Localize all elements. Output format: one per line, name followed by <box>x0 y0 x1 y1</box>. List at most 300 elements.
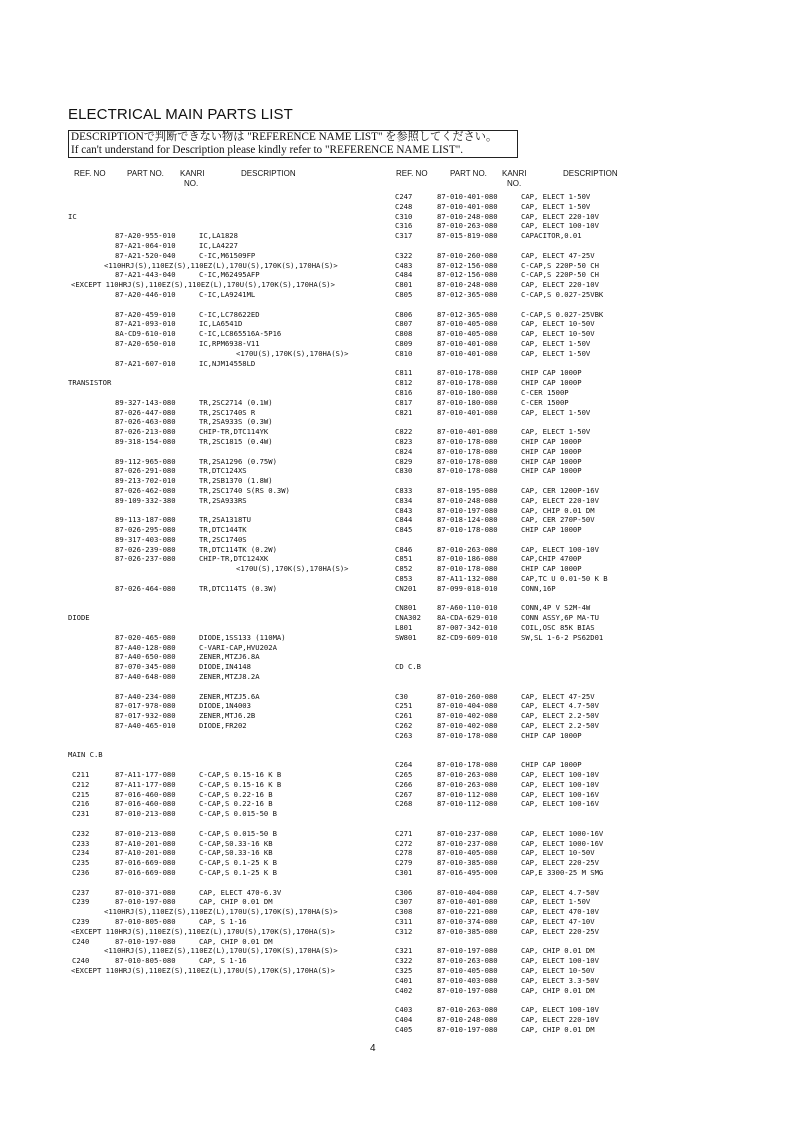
ref-no-cell: C216 <box>72 799 90 809</box>
parts-row <box>395 711 725 721</box>
part-no-cell: 87-010-374-080 <box>437 916 498 926</box>
description-cell: CAP, ELECT 100-10V <box>521 221 599 231</box>
description-cell: CHIP-TR,DTC114YK <box>199 427 269 437</box>
description-cell: IC,LA6541D <box>199 319 243 329</box>
ref-no-cell: C830 <box>395 466 413 476</box>
parts-row <box>395 310 725 320</box>
ref-no-cell: C852 <box>395 564 413 574</box>
part-no-cell: 87-010-405-080 <box>437 329 498 339</box>
parts-list-right-column <box>395 192 725 1035</box>
part-no-cell: 87-010-263-080 <box>437 779 498 789</box>
description-cell: C-CAP,S 0.15-16 K B <box>199 779 282 789</box>
spacer <box>395 417 725 427</box>
ref-no-cell: C262 <box>395 721 413 731</box>
ref-no-cell: C817 <box>395 397 413 407</box>
part-no-cell: 87-070-345-080 <box>115 662 176 672</box>
description-cell: CAP, CHIP 0.01 DM <box>521 946 595 956</box>
ref-no-cell: C233 <box>72 838 90 848</box>
part-no-cell: 87-010-385-080 <box>437 926 498 936</box>
parts-row <box>395 760 725 770</box>
page-number: 4 <box>370 1043 376 1054</box>
part-no-cell: 87-010-385-080 <box>437 858 498 868</box>
part-no-cell: 87-010-178-080 <box>437 466 498 476</box>
description-cell: C-IC,M62495AFP <box>199 270 260 280</box>
parts-row <box>395 976 725 986</box>
description-cell: CAP, ELECT 1-50V <box>521 407 591 417</box>
spacer <box>395 241 725 251</box>
description-cell: CHIP CAP 1000P <box>521 378 582 388</box>
description-cell: C-CAP,S0.33-16 KB <box>199 838 273 848</box>
ref-no-cell: C405 <box>395 1024 413 1034</box>
part-no-cell: 89-213-702-010 <box>115 476 176 486</box>
parts-row <box>68 251 378 261</box>
part-no-cell: 87-026-447-080 <box>115 407 176 417</box>
part-no-cell: 89-113-187-080 <box>115 515 176 525</box>
parts-row <box>68 270 378 280</box>
part-no-cell: 87-099-018-010 <box>437 583 498 593</box>
spacer <box>68 878 378 888</box>
parts-row <box>68 496 378 506</box>
ref-no-cell: C810 <box>395 348 413 358</box>
part-no-cell: 87-010-404-080 <box>437 701 498 711</box>
part-no-cell: 87-017-978-080 <box>115 701 176 711</box>
parts-row <box>68 956 378 966</box>
description-cell: CAP, ELECT 10-50V <box>521 329 595 339</box>
part-no-cell: 87-010-112-080 <box>437 789 498 799</box>
part-no-cell: 87-A21-093-010 <box>115 319 176 329</box>
section-heading-text: DIODE <box>68 613 90 623</box>
parts-row <box>395 202 725 212</box>
parts-row <box>395 839 725 849</box>
ref-no-cell: C268 <box>395 799 413 809</box>
description-cell: TR,DTC144TK <box>199 525 247 535</box>
description-cell: CAP, ELECT 4.7-50V <box>521 887 599 897</box>
ref-no-cell: C240 <box>72 936 90 946</box>
reference-note-box <box>68 130 518 158</box>
description-cell: CAPACITOR,0.01 <box>521 231 582 241</box>
parts-row <box>68 457 378 467</box>
description-cell: CAP, ELECT 1-50V <box>521 192 591 201</box>
parts-row <box>68 839 378 849</box>
parts-row <box>68 888 378 898</box>
parts-row <box>395 603 725 613</box>
spacer <box>395 682 725 692</box>
parts-row <box>395 770 725 780</box>
description-cell: CAP, ELECT 220-10V <box>521 1014 599 1024</box>
ref-no-cell: C834 <box>395 495 413 505</box>
parts-row <box>395 623 725 633</box>
description-cell: DIODE,FR202 <box>199 721 247 731</box>
part-no-cell: 87-010-405-080 <box>437 319 498 329</box>
header-kanri-no: NO. <box>184 179 199 188</box>
parts-row <box>395 868 725 878</box>
model-note <box>68 966 378 976</box>
part-no-cell: 89-109-332-380 <box>115 495 176 505</box>
part-no-cell: 87-010-401-080 <box>437 192 498 201</box>
description-cell: CAP, ELECT 3.3-50V <box>521 975 599 985</box>
description-cell: C-CAP,S 0.027-25VBK <box>521 289 604 299</box>
part-no-cell: 87-010-178-080 <box>437 730 498 740</box>
parts-row <box>68 398 378 408</box>
ref-no-cell: C232 <box>72 828 90 838</box>
ref-no-cell: CN201 <box>395 583 417 593</box>
description-cell: CHIP CAP 1000P <box>521 456 582 466</box>
ref-no-cell: C235 <box>72 858 90 868</box>
ref-no-cell: C846 <box>395 544 413 554</box>
spacer <box>395 819 725 829</box>
parts-row <box>395 721 725 731</box>
description-cell: CHIP CAP 1000P <box>521 730 582 740</box>
ref-no-cell: C322 <box>395 956 413 966</box>
parts-row <box>68 848 378 858</box>
part-no-cell: 87-026-213-080 <box>115 427 176 437</box>
part-no-cell: 87-010-197-080 <box>437 505 498 515</box>
description-cell: CAP, ELECT 1-50V <box>521 427 591 437</box>
model-note <box>68 907 378 917</box>
part-no-cell: 87-010-263-080 <box>437 221 498 231</box>
part-no-cell: 87-A20-446-010 <box>115 289 176 299</box>
parts-row <box>395 466 725 476</box>
description-cell: TR,2SC1740S R <box>199 407 256 417</box>
ref-no-cell: C805 <box>395 289 413 299</box>
description-cell: CAP, ELECT 2.2-50V <box>521 721 599 731</box>
parts-row <box>68 545 378 555</box>
parts-row <box>68 652 378 662</box>
description-cell: DIODE,IN4148 <box>199 662 251 672</box>
ref-no-cell: C265 <box>395 770 413 780</box>
parts-row <box>68 701 378 711</box>
parts-row <box>68 359 378 369</box>
description-cell: CAP, ELECT 100-10V <box>521 770 599 780</box>
parts-row <box>68 858 378 868</box>
description-cell: CAP, ELECT 1-50V <box>521 348 591 358</box>
part-no-cell: 87-010-180-080 <box>437 387 498 397</box>
description-cell: CAP, ELECT 10-50V <box>521 848 595 858</box>
description-cell: CAP, ELECT 220-25V <box>521 858 599 868</box>
part-no-cell: 87-010-178-080 <box>437 456 498 466</box>
parts-row <box>395 231 725 241</box>
ref-no-cell: C812 <box>395 378 413 388</box>
part-no-cell: 87-010-402-080 <box>437 711 498 721</box>
parts-row <box>395 515 725 525</box>
description-cell: C-CER 1500P <box>521 387 569 397</box>
parts-row <box>68 427 378 437</box>
description-cell: IC,LA1828 <box>199 231 238 241</box>
ref-no-cell: C401 <box>395 975 413 985</box>
parts-row <box>395 319 725 329</box>
ref-no-cell: C806 <box>395 309 413 319</box>
parts-row <box>68 809 378 819</box>
part-no-cell: 87-010-263-080 <box>437 956 498 966</box>
parts-row <box>395 692 725 702</box>
parts-row <box>395 701 725 711</box>
spacer <box>395 359 725 369</box>
part-no-cell: 8A-CD9-610-010 <box>115 329 176 339</box>
spacer <box>68 368 378 378</box>
ref-no-cell: C231 <box>72 809 90 819</box>
part-no-cell: 87-A20-459-010 <box>115 309 176 319</box>
part-no-cell: 87-010-213-080 <box>115 828 176 838</box>
spacer <box>68 741 378 751</box>
part-no-cell: 87-A11-177-080 <box>115 770 176 780</box>
ref-no-cell: C312 <box>395 926 413 936</box>
part-no-cell: 87-010-178-080 <box>437 760 498 770</box>
parts-row <box>68 897 378 907</box>
description-cell: CAP, ELECT 100-10V <box>521 544 599 554</box>
description-cell: DIODE,1SS133 (110MA) <box>199 632 286 642</box>
description-cell: CAP, ELECT 1000-16V <box>521 828 604 838</box>
description-cell: CAP, ELECT 10-50V <box>521 319 595 329</box>
header-kanri-no-right: NO. <box>507 179 522 188</box>
spacer <box>68 623 378 633</box>
ref-no-cell: C239 <box>72 897 90 907</box>
parts-row <box>395 368 725 378</box>
description-cell: CAP, CHIP 0.01 DM <box>199 897 273 907</box>
description-cell: C-CAP,S 0.15-16 K B <box>199 770 282 780</box>
description-cell: CAP, ELECT 220-10V <box>521 211 599 221</box>
part-no-cell: 87-017-932-080 <box>115 711 176 721</box>
description-cell: ZENER,MTZJ8.2A <box>199 672 260 682</box>
description-cell: CAP, ELECT 470-6.3V <box>199 887 282 897</box>
ref-no-cell: C215 <box>72 789 90 799</box>
spacer <box>395 741 725 751</box>
parts-row <box>395 731 725 741</box>
part-no-cell: 87-A21-443-040 <box>115 270 176 280</box>
description-cell: TR,2SC1815 (0.4W) <box>199 436 273 446</box>
ref-no-cell: C30 <box>395 691 408 701</box>
description-cell: CHIP CAP 1000P <box>521 466 582 476</box>
part-no-cell: 87-016-460-080 <box>115 789 176 799</box>
spacer <box>68 760 378 770</box>
parts-row <box>68 466 378 476</box>
model-note-text: <110HRJ(S),110EZ(S),110EZ(L),170U(S),170K(S),170HA(S)> <box>104 907 338 917</box>
description-cell: ZENER,MTZJ6.8A <box>199 652 260 662</box>
description-cell: TR,DTC114TS (0.3W) <box>199 583 277 593</box>
parts-row <box>395 251 725 261</box>
parts-row <box>68 662 378 672</box>
part-no-cell: 87-010-112-080 <box>437 799 498 809</box>
parts-row <box>68 643 378 653</box>
description-cell: C-IC,LC865516A-5P16 <box>199 329 282 339</box>
part-no-cell: 87-010-371-080 <box>115 887 176 897</box>
parts-row <box>395 848 725 858</box>
parts-row <box>395 1015 725 1025</box>
description-cell: CAP, ELECT 100-10V <box>521 779 599 789</box>
part-no-cell: 87-A21-520-040 <box>115 250 176 260</box>
parts-row <box>68 868 378 878</box>
parts-row <box>395 408 725 418</box>
parts-row <box>395 574 725 584</box>
description-cell: C-CAP,S 0.015-50 B <box>199 828 277 838</box>
ref-no-cell: C251 <box>395 701 413 711</box>
ref-no-cell: L801 <box>395 623 413 633</box>
description-cell: COIL,OSC 85K BIAS <box>521 623 595 633</box>
description-cell: CONN,16P <box>521 583 556 593</box>
ref-no-cell: C278 <box>395 848 413 858</box>
part-no-cell: 87-010-404-080 <box>437 887 498 897</box>
description-cell: ZENER,MTJ6.2B <box>199 711 256 721</box>
note-line-english: If can't understand for Description please kindly refer to "REFERENCE NAME LIST". <box>71 144 464 156</box>
model-note-text: <110HRJ(S),110EZ(S),110EZ(L),170U(S),170K(S),170HA(S)> <box>104 946 338 956</box>
ref-no-cell: C247 <box>395 192 413 201</box>
part-no-cell: 87-012-156-080 <box>437 260 498 270</box>
description-cell: CAP, CHIP 0.01 DM <box>521 1024 595 1034</box>
ref-no-cell: C843 <box>395 505 413 515</box>
description-cell: C-IC,LA9241ML <box>199 289 256 299</box>
part-no-cell: 87-A40-128-080 <box>115 642 176 652</box>
ref-no-cell: C807 <box>395 319 413 329</box>
ref-no-cell: C822 <box>395 427 413 437</box>
description-cell: CAP, ELECT 1-50V <box>521 201 591 211</box>
part-no-cell: 87-010-401-080 <box>437 427 498 437</box>
part-no-cell: 89-327-143-080 <box>115 397 176 407</box>
ref-no-cell: C809 <box>395 338 413 348</box>
part-no-cell: 87-010-405-080 <box>437 965 498 975</box>
ref-no-cell: C306 <box>395 887 413 897</box>
parts-row <box>395 584 725 594</box>
description-cell: CAP, ELECT 1000-16V <box>521 838 604 848</box>
parts-row <box>68 437 378 447</box>
description-cell: IC,RPM6938-V11 <box>199 338 260 348</box>
part-no-cell: 8Z-CD9-609-010 <box>437 632 498 642</box>
ref-no-cell: CN801 <box>395 603 417 613</box>
spacer <box>68 574 378 584</box>
spacer <box>68 388 378 398</box>
parts-row <box>395 946 725 956</box>
parts-row <box>395 633 725 643</box>
description-cell: CAP, ELECT 2.2-50V <box>521 711 599 721</box>
spacer <box>395 672 725 682</box>
part-no-cell: 87-010-260-080 <box>437 250 498 260</box>
parts-row <box>68 535 378 545</box>
ref-no-cell: C316 <box>395 221 413 231</box>
description-cell: CAP, ELECT 100-16V <box>521 789 599 799</box>
ref-no-cell: C310 <box>395 211 413 221</box>
part-no-cell: 87-010-248-080 <box>437 495 498 505</box>
parts-row <box>68 780 378 790</box>
ref-no-cell: C261 <box>395 711 413 721</box>
spacer <box>395 652 725 662</box>
description-cell: C-CAP,S 220P-50 CH <box>521 260 599 270</box>
part-no-cell: 87-010-178-080 <box>437 446 498 456</box>
description-cell: CHIP-TR,DTC124XK <box>199 554 269 564</box>
page-title: ELECTRICAL MAIN PARTS LIST <box>68 106 293 123</box>
parts-row <box>395 447 725 457</box>
description-cell: TR,2SA933S (0.3W) <box>199 417 273 427</box>
header-ref-no: REF. NO <box>74 169 106 178</box>
parts-row <box>68 525 378 535</box>
ref-no-cell: C821 <box>395 407 413 417</box>
header-description-right: DESCRIPTION <box>563 169 618 178</box>
parts-row <box>68 692 378 702</box>
ref-no-cell: C311 <box>395 916 413 926</box>
spacer <box>395 535 725 545</box>
parts-row <box>68 711 378 721</box>
part-no-cell: 87-A40-648-080 <box>115 672 176 682</box>
part-no-cell: 87-010-805-080 <box>115 916 176 926</box>
part-no-cell: 87-010-197-080 <box>437 1024 498 1034</box>
part-no-cell: 87-010-248-080 <box>437 1014 498 1024</box>
ref-no-cell: C266 <box>395 779 413 789</box>
description-cell: TR,2SC1740S <box>199 534 247 544</box>
description-cell: C-CAP,S 0.22-16 B <box>199 799 273 809</box>
part-no-cell: 87-010-178-080 <box>437 436 498 446</box>
part-no-cell: 87-010-180-080 <box>437 397 498 407</box>
parts-row <box>395 437 725 447</box>
section-heading-text: MAIN C.B <box>68 750 103 760</box>
parts-row <box>68 633 378 643</box>
part-no-cell: 87-020-465-080 <box>115 632 176 642</box>
part-no-cell: 87-016-669-080 <box>115 858 176 868</box>
parts-row <box>395 349 725 359</box>
parts-row <box>68 721 378 731</box>
description-cell: C-CAP,S 0.22-16 B <box>199 789 273 799</box>
parts-row <box>395 956 725 966</box>
description-cell: CAP, ELECT 470-10V <box>521 907 599 917</box>
ref-no-cell: C845 <box>395 525 413 535</box>
parts-row <box>395 1025 725 1035</box>
parts-row <box>395 986 725 996</box>
header-kanri: KANRI <box>180 169 205 178</box>
part-no-cell: 87-010-263-080 <box>437 770 498 780</box>
description-cell: C-CAP,S 0.015-50 B <box>199 809 277 819</box>
parts-row <box>68 290 378 300</box>
part-no-cell: 87-026-295-080 <box>115 525 176 535</box>
part-no-cell: 87-016-495-000 <box>437 867 498 877</box>
part-no-cell: 87-A21-064-010 <box>115 240 176 250</box>
description-cell: CAP, CHIP 0.01 DM <box>521 505 595 515</box>
description-cell: CAP, ELECT 100-10V <box>521 956 599 966</box>
section-heading-text: IC <box>68 211 77 221</box>
part-no-cell: 89-317-403-080 <box>115 534 176 544</box>
parts-row <box>395 1005 725 1015</box>
part-no-cell: 87-010-178-080 <box>437 378 498 388</box>
part-no-cell: 87-010-178-080 <box>437 368 498 378</box>
parts-row <box>68 241 378 251</box>
part-no-cell: 87-010-401-080 <box>437 348 498 358</box>
parts-row <box>68 584 378 594</box>
parts-row <box>395 780 725 790</box>
ref-no-cell: C301 <box>395 867 413 877</box>
spacer <box>68 682 378 692</box>
ref-no-cell: C212 <box>72 779 90 789</box>
description-cell: C-VARI-CAP,HVU202A <box>199 642 277 652</box>
part-no-cell: 87-010-401-080 <box>437 338 498 348</box>
part-no-cell: 87-016-460-080 <box>115 799 176 809</box>
spacer <box>68 221 378 231</box>
part-no-cell: 87-010-403-080 <box>437 975 498 985</box>
description-cell: CAP, S 1-16 <box>199 916 247 926</box>
header-part-no-right: PART NO. <box>450 169 487 178</box>
part-no-cell: 87-010-263-080 <box>437 1005 498 1015</box>
description-cell: TR,2SA933RS <box>199 495 247 505</box>
part-no-cell: 87-A40-650-080 <box>115 652 176 662</box>
description-cell: C-CAP,S0.33-16 KB <box>199 848 273 858</box>
parts-row <box>395 457 725 467</box>
description-cell: CAP, S 1-16 <box>199 956 247 966</box>
parts-row <box>395 790 725 800</box>
parts-row <box>395 564 725 574</box>
parts-row <box>68 515 378 525</box>
part-no-cell: 8A-CDA-629-010 <box>437 613 498 623</box>
part-no-cell: 87-018-124-080 <box>437 515 498 525</box>
spacer <box>395 300 725 310</box>
description-cell: IC,LA4227 <box>199 240 238 250</box>
description-cell: TR,DTC124XS <box>199 466 247 476</box>
spacer <box>68 506 378 516</box>
part-no-cell: 87-010-197-080 <box>115 936 176 946</box>
spacer <box>68 202 378 212</box>
